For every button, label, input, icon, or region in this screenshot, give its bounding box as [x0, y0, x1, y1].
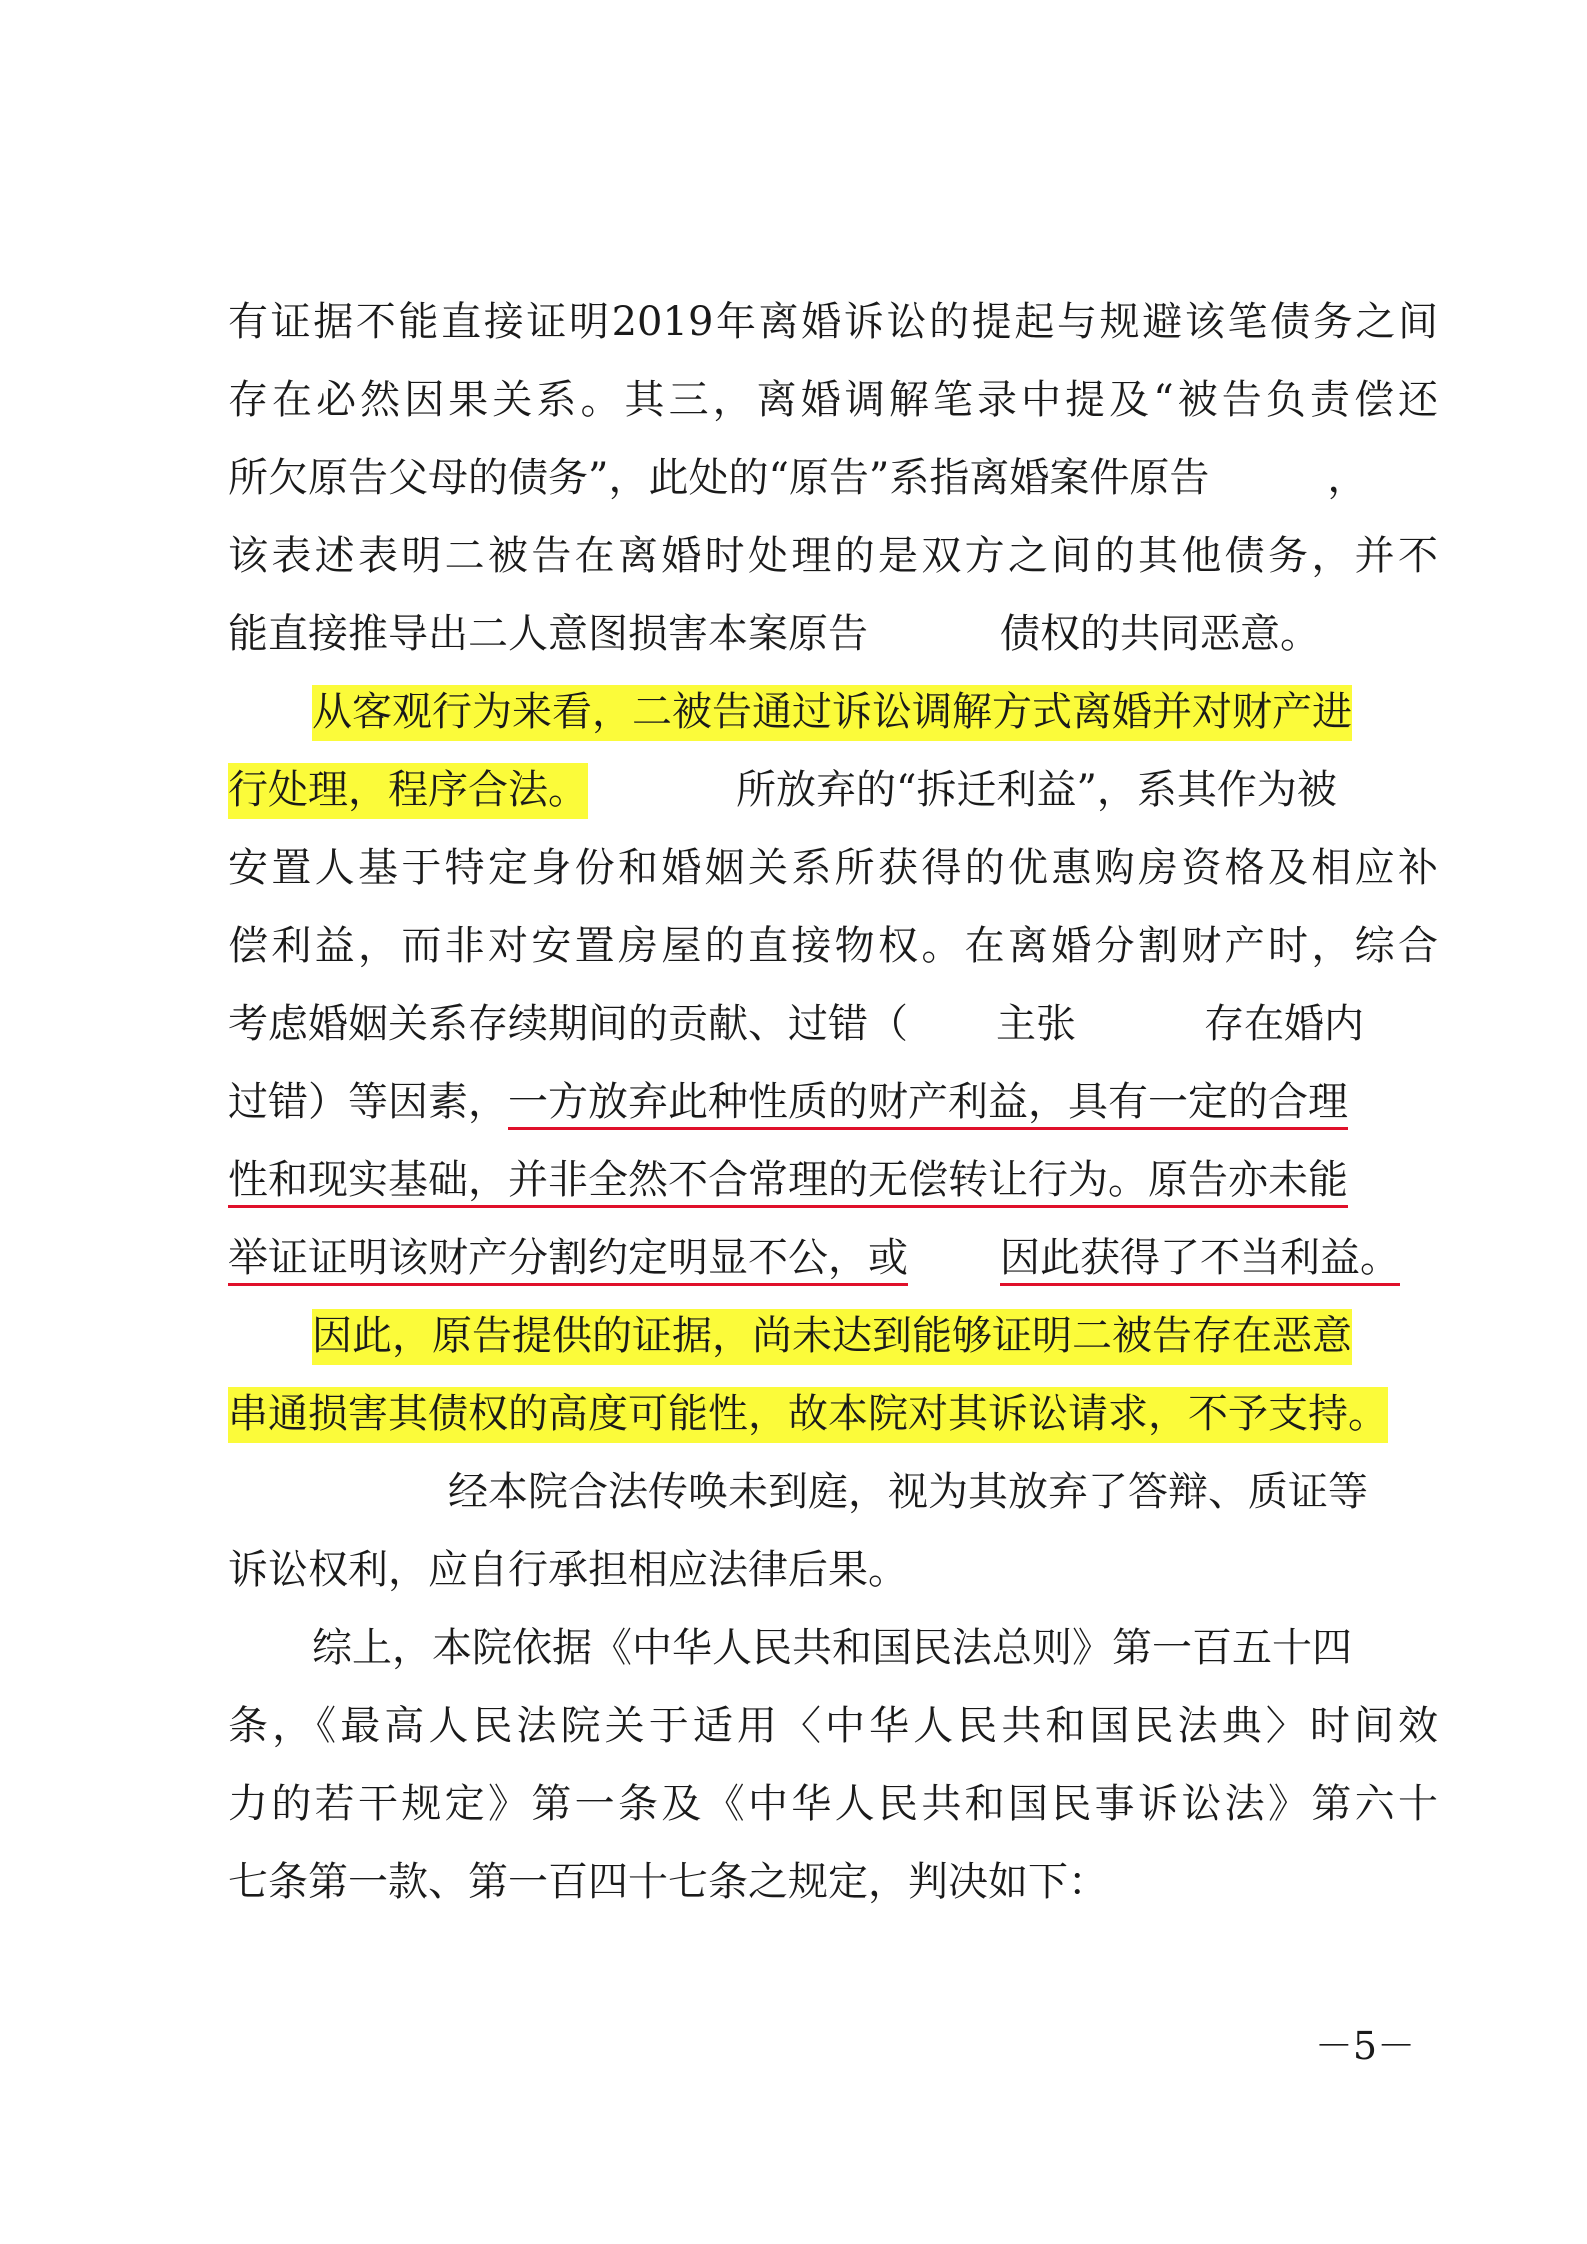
body-line: [228, 1222, 1438, 1294]
body-line: [228, 598, 1438, 670]
body-text: 债权的共同恶意。: [1000, 611, 1320, 657]
body-line: 综上，本院依据《中华人民共和国民法总则》第一百五十四: [312, 1625, 1352, 1671]
body-text: 所放弃的“拆迁利益”，系其作为被: [736, 767, 1337, 813]
highlighted-text: 串通损害其债权的高度可能性，故本院对其诉讼请求，不予支持。: [228, 1387, 1388, 1443]
body-line: [228, 754, 1438, 826]
body-line: [228, 988, 1438, 1060]
body-text: 考虑婚姻关系存续期间的贡献、过错（: [228, 1001, 908, 1047]
body-line: 七条第一款、第一百四十七条之规定，判决如下：: [228, 1859, 1108, 1905]
body-line: 诉讼权利，应自行承担相应法律后果。: [228, 1547, 908, 1593]
body-line: 安置人基于特定身份和婚姻关系所获得的优惠购房资格及相应补: [228, 845, 1438, 891]
body-line: 经本院合法传唤未到庭，视为其放弃了答辩、质证等: [448, 1469, 1368, 1515]
body-line: 偿利益，而非对安置房屋的直接物权。在离婚分割财产时，综合: [228, 923, 1438, 969]
body-line: 有证据不能直接证明2019年离婚诉讼的提起与规避该笔债务之间: [228, 299, 1438, 345]
page-number: －5－: [1314, 2024, 1416, 2068]
highlighted-line: [312, 1300, 1438, 1372]
body-line: [228, 442, 1438, 514]
body-line: 该表述表明二被告在离婚时处理的是双方之间的其他债务，并不: [228, 533, 1438, 579]
highlighted-line: [228, 1378, 1438, 1450]
highlighted-text: 从客观行为来看，二被告通过诉讼调解方式离婚并对财产进: [312, 685, 1352, 741]
body-line: [228, 1144, 1438, 1216]
body-text: 过错）等因素，: [228, 1079, 508, 1125]
body-text: 能直接推导出二人意图损害本案原告: [228, 611, 868, 657]
body-text: 主张: [996, 1001, 1076, 1047]
highlighted-text: 因此，原告提供的证据，尚未达到能够证明二被告存在恶意: [312, 1309, 1352, 1365]
body-text: 所欠原告父母的债务”，此处的“原告”系指离婚案件原告: [228, 455, 1210, 501]
body-line: 条，《最高人民法院关于适用〈中华人民共和国民法典〉时间效: [228, 1703, 1438, 1749]
body-text: 存在婚内: [1204, 1001, 1364, 1047]
underlined-text: 一方放弃此种性质的财产利益，具有一定的合理: [508, 1079, 1348, 1130]
highlighted-line: [312, 676, 1438, 748]
underlined-text: 性和现实基础，并非全然不合常理的无偿转让行为。原告亦未能: [228, 1157, 1348, 1208]
body-line: 存在必然因果关系。其三，离婚调解笔录中提及“被告负责偿还: [228, 377, 1438, 423]
body-text: ，: [1327, 455, 1368, 501]
underlined-text: 举证证明该财产分割约定明显不公，或: [228, 1235, 908, 1286]
body-line: 力的若干规定》第一条及《中华人民共和国民事诉讼法》第六十: [228, 1781, 1438, 1827]
underlined-text: 因此获得了不当利益。: [1000, 1235, 1400, 1286]
body-line: [228, 1066, 1438, 1138]
highlighted-text: 行处理，程序合法。: [228, 763, 588, 819]
